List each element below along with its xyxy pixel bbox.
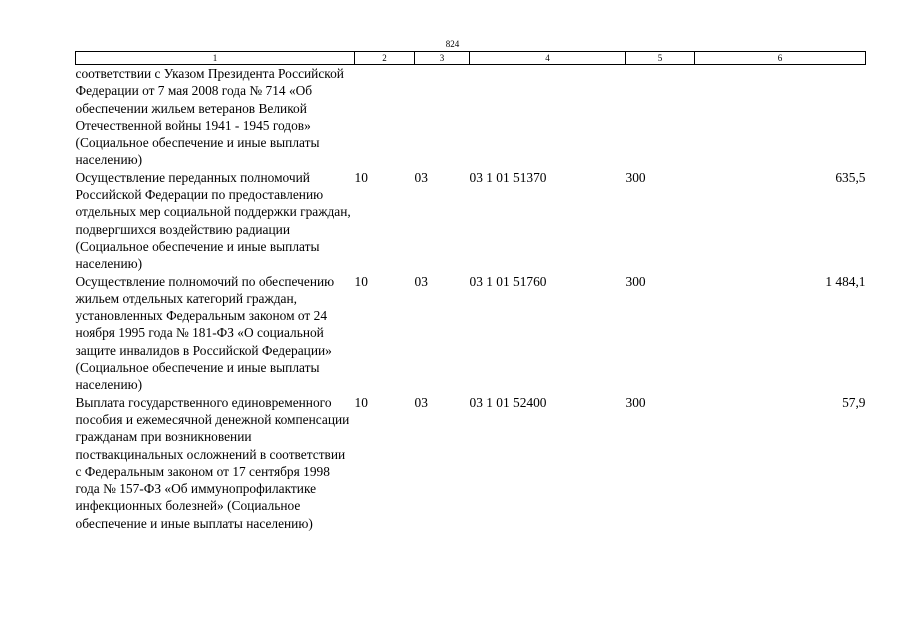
- row-section: [355, 65, 415, 169]
- row-section: 10: [354, 394, 368, 410]
- row-description: Выплата государственного единовременного пособия и ежемесячной денежной компенсации гражданам при возникновении поствакцинальных осложнений в соответствии с Федеральным законом от 17 сентября 1998 года № 157-ФЗ «Об иммунопрофилактике инфекционных болезней» (Социальное обеспечение и иные выплаты населению): [75, 394, 350, 531]
- column-header-5: 5: [626, 52, 695, 65]
- row-description: соответствии с Указом Президента Российской Федерации от 7 мая 2008 года № 714 «Об обеспечении жильем ветеранов Великой Отечественной войны 1941 - 1945 годов» (Социальное обеспечение и иные выплаты населению): [75, 66, 344, 168]
- column-header-1: 1: [76, 52, 355, 65]
- row-expense-type: 300: [625, 169, 646, 185]
- row-amount: 1 484,1: [825, 273, 866, 289]
- row-target-article: 03 1 01 51760: [469, 273, 547, 289]
- table-header-row: [76, 52, 866, 65]
- row-section: 10: [354, 169, 368, 185]
- budget-table: [75, 51, 866, 532]
- row-subsection: 03: [414, 394, 428, 410]
- row-section: 10: [354, 273, 368, 289]
- table-row: [76, 65, 866, 169]
- row-expense-type: 300: [625, 394, 646, 410]
- row-amount: 635,5: [835, 169, 866, 185]
- row-subsection: 03: [414, 273, 428, 289]
- column-header-2: 2: [355, 52, 415, 65]
- table-row: [76, 169, 866, 273]
- row-description: Осуществление полномочий по обеспечению жильем отдельных категорий граждан, установленных Федеральным законом от 24 ноября 1995 года № 181-ФЗ «О социальной защите инвалидов в Российской Федерации» (Социальное обеспечение и иные выплаты населению): [75, 273, 335, 393]
- row-subsection: [415, 65, 470, 169]
- row-expense-type: [626, 65, 695, 169]
- row-amount: 57,9: [842, 394, 866, 410]
- row-amount: [695, 65, 866, 169]
- table-row: [76, 273, 866, 394]
- row-description: Осуществление переданных полномочий Российской Федерации по предоставлению отдельных мер социальной поддержки граждан, подвергшихся воздействию радиации (Социальное обеспечение и иные выплаты населению): [75, 169, 351, 272]
- row-target-article: 03 1 01 51370: [469, 169, 547, 185]
- column-header-3: 3: [415, 52, 470, 65]
- column-header-4: 4: [470, 52, 626, 65]
- row-target-article: 03 1 01 52400: [469, 394, 547, 410]
- row-subsection: 03: [414, 169, 428, 185]
- row-target-article: [470, 65, 626, 169]
- row-expense-type: 300: [625, 273, 646, 289]
- column-header-6: 6: [695, 52, 866, 65]
- table-row: [76, 394, 866, 532]
- page-number: 824: [445, 39, 460, 49]
